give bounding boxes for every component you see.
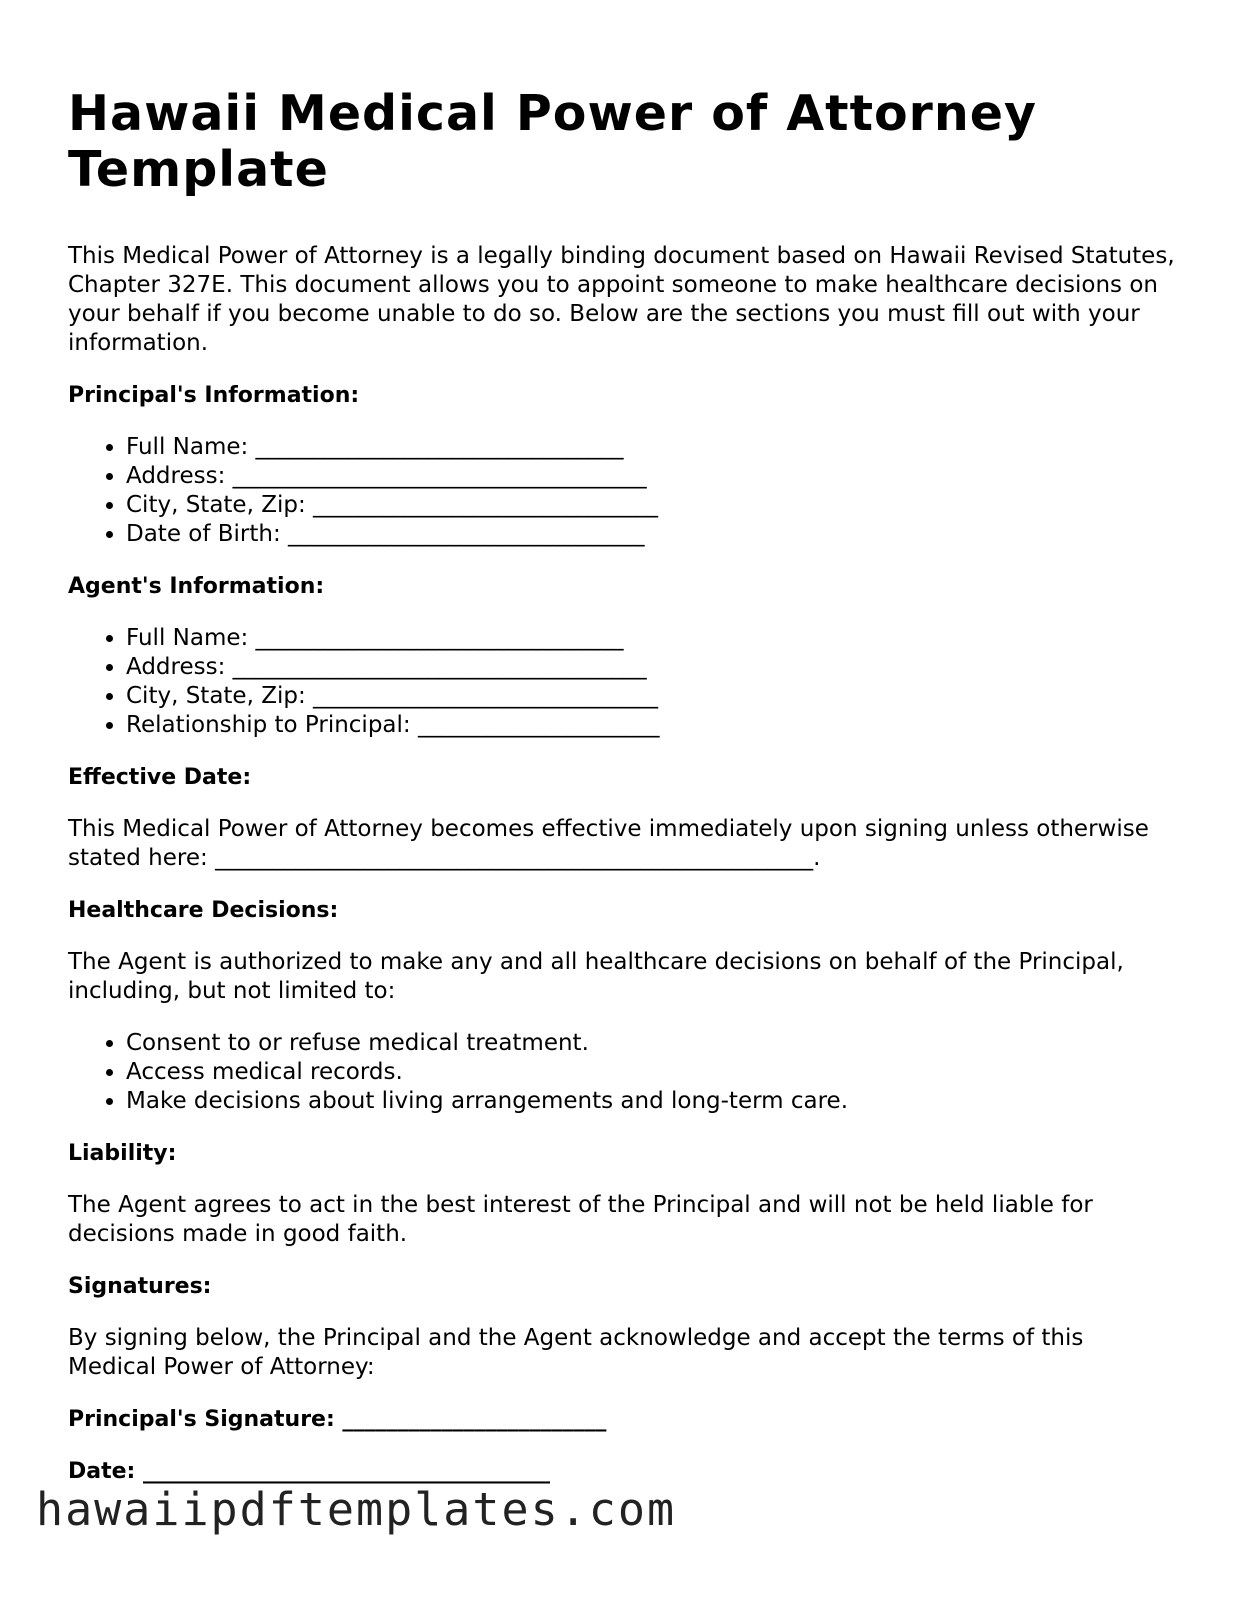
page-title: Hawaii Medical Power of Attorney Template xyxy=(68,85,1037,198)
list-item: • Access medical records. xyxy=(126,1058,1178,1087)
signatures-heading: Signatures: xyxy=(68,1274,212,1299)
signatures-text: By signing below, the Principal and the Agent acknowledge and accept the terms of this Medical Power of Attorney: xyxy=(68,1325,1084,1380)
principal-signature-line: Principal's Signature: ________________________ xyxy=(68,1407,607,1432)
agent-address-field: • Address: ____________________________________ xyxy=(126,653,1178,682)
principal-info-heading: Principal's Information: xyxy=(68,383,360,408)
healthcare-decisions-list xyxy=(68,1029,1178,1116)
list-item: • Make decisions about living arrangements and long-term care. xyxy=(126,1087,1178,1116)
healthcare-decisions-heading: Healthcare Decisions: xyxy=(68,898,339,923)
effective-date-heading: Effective Date: xyxy=(68,765,252,790)
principal-date-of-birth-field: • Date of Birth: _______________________________ xyxy=(126,520,1178,549)
principal-full-name-field: • Full Name: ________________________________ xyxy=(126,433,1178,462)
agent-info-heading: Agent's Information: xyxy=(68,574,325,599)
list-item: • Consent to or refuse medical treatment. xyxy=(126,1029,1178,1058)
healthcare-decisions-text: The Agent is authorized to make any and all healthcare decisions on behalf of the Principal, including, but not limited to: xyxy=(68,949,1124,1004)
agent-relationship-field: • Relationship to Principal: _____________________ xyxy=(126,711,1178,740)
liability-heading: Liability: xyxy=(68,1141,177,1166)
document-page xyxy=(68,86,1178,1486)
agent-full-name-field: • Full Name: ________________________________ xyxy=(126,624,1178,653)
principal-address-field: • Address: ____________________________________ xyxy=(126,462,1178,491)
principal-city-state-zip-field: • City, State, Zip: ______________________________ xyxy=(126,491,1178,520)
agent-info-list xyxy=(68,624,1178,740)
liability-text: The Agent agrees to act in the best interest of the Principal and will not be held liable for decisions made in good faith. xyxy=(68,1192,1093,1247)
site-watermark: hawaiipdftemplates.com xyxy=(36,1483,677,1536)
signature-date-line: Date: _____________________________________ xyxy=(68,1459,551,1484)
effective-date-text: This Medical Power of Attorney becomes effective immediately upon signing unless otherwise stated here: ____________________________________________________. xyxy=(68,816,1149,871)
intro-paragraph: This Medical Power of Attorney is a legally binding document based on Hawaii Revised Statutes, Chapter 327E. This document allows you to appoint someone to make healthcare decisions on your behalf if you become unable to do so. Below are the sections you must fill out with your information. xyxy=(68,243,1175,356)
principal-info-list xyxy=(68,433,1178,549)
agent-city-state-zip-field: • City, State, Zip: ______________________________ xyxy=(126,682,1178,711)
